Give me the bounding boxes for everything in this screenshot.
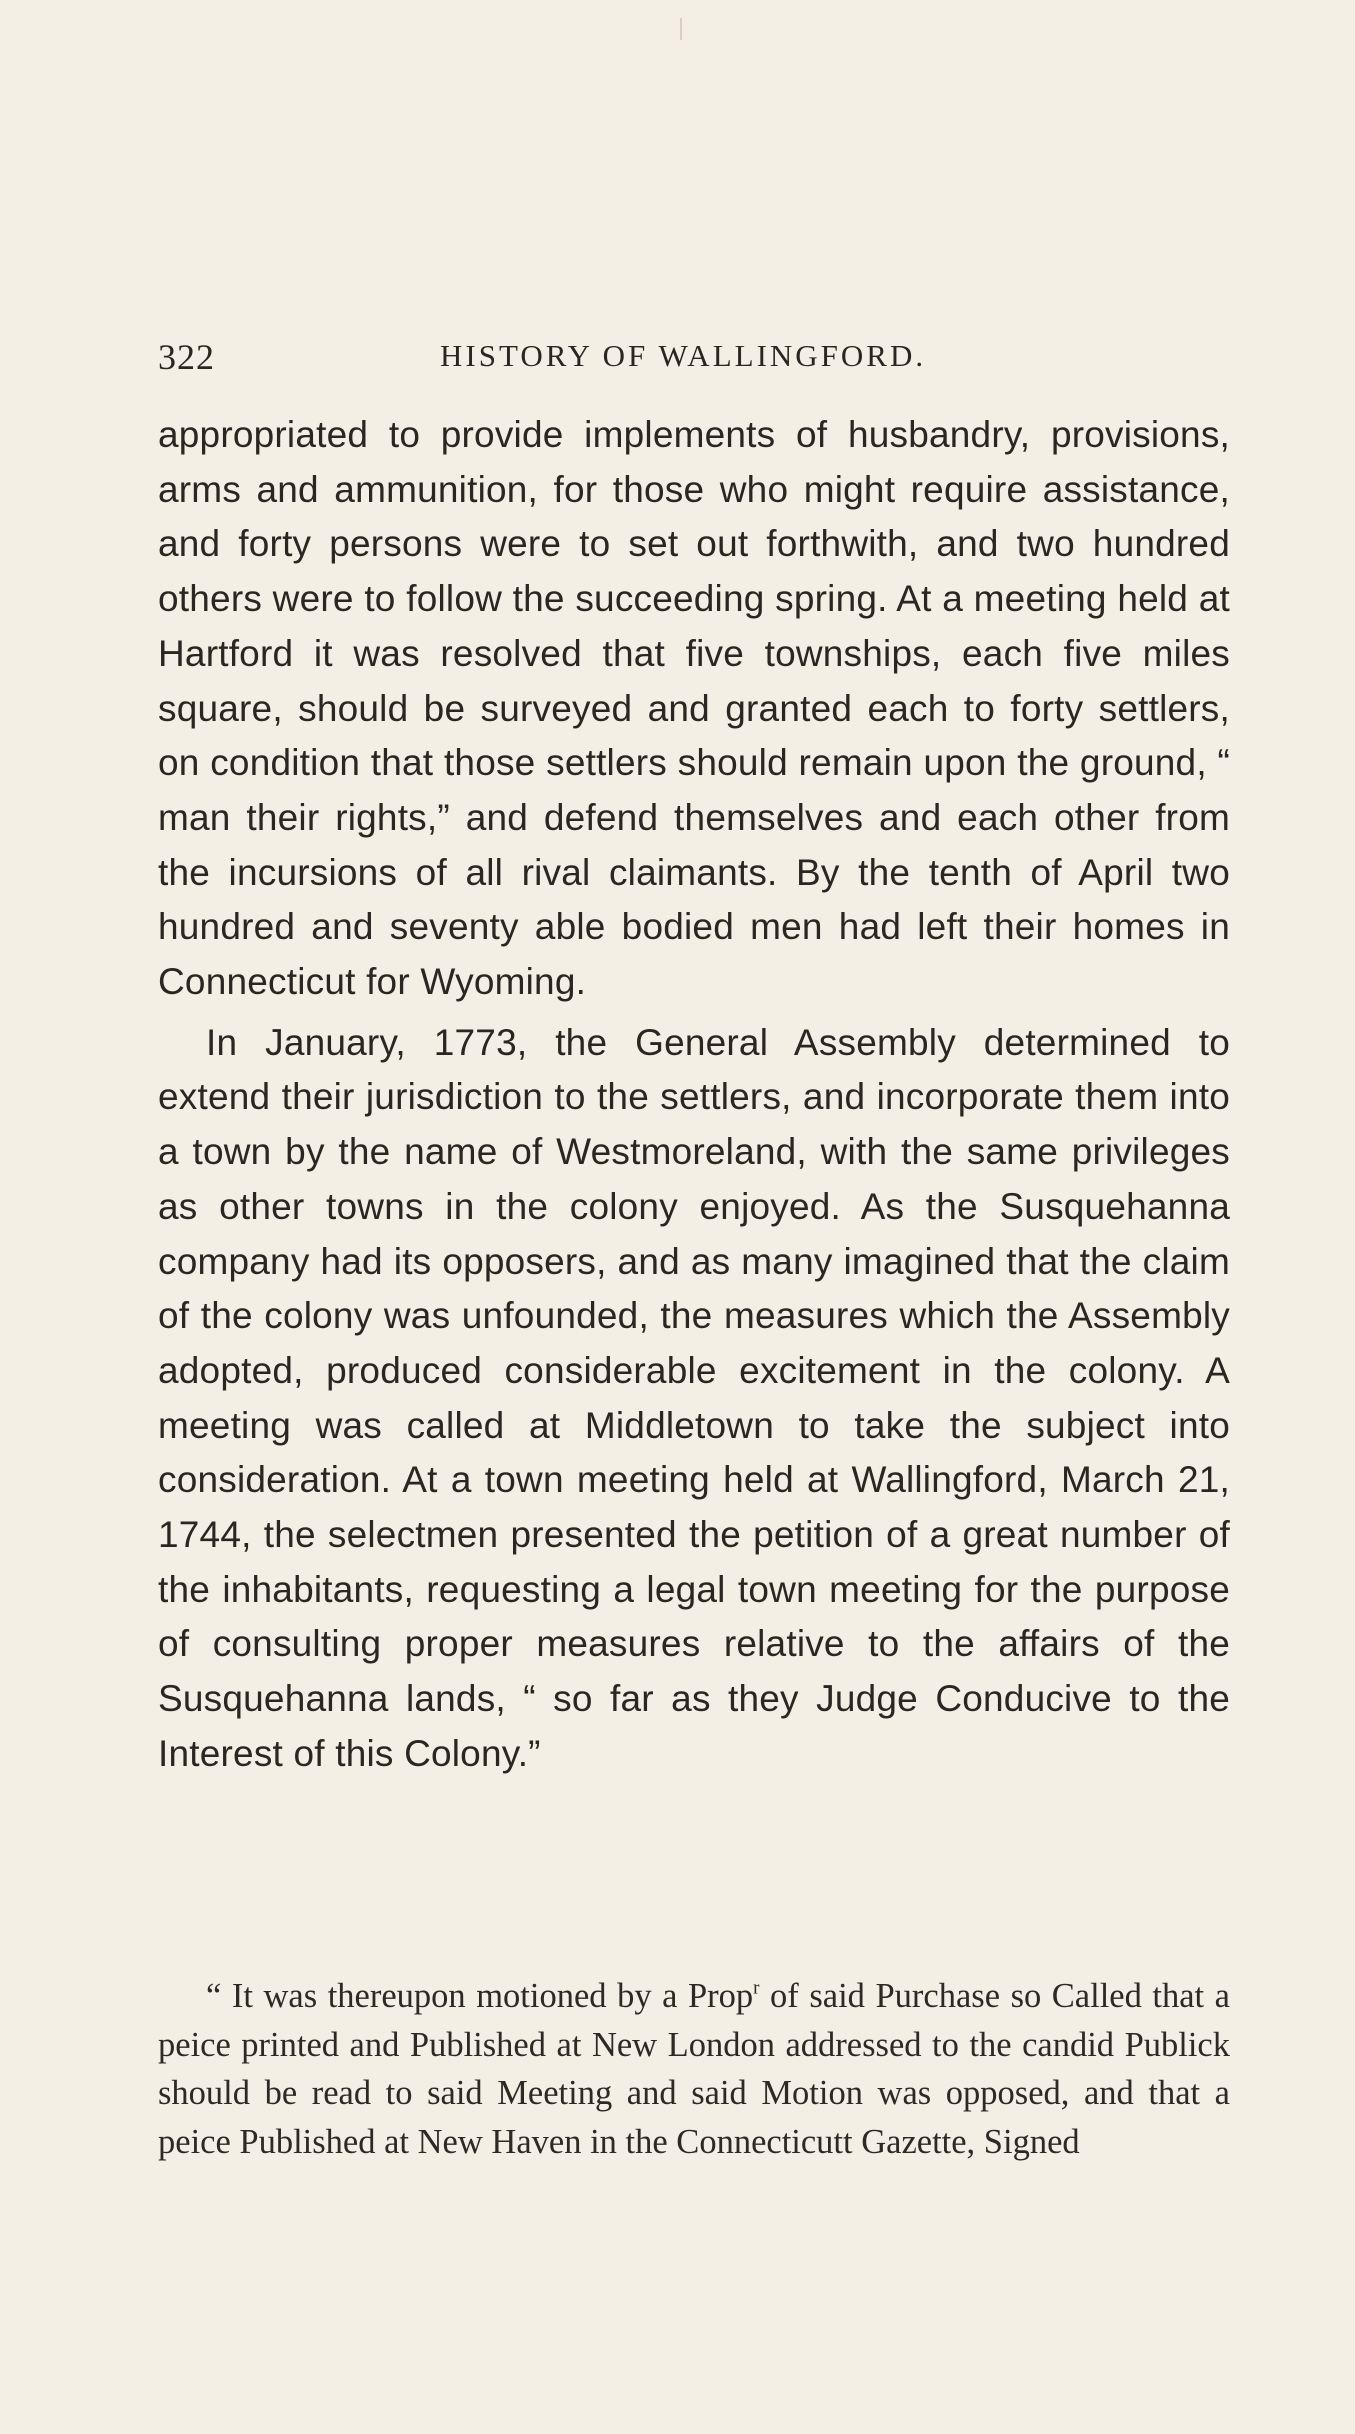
body-text	[158, 408, 1230, 1782]
paragraph-january-1773: In January, 1773, the General Assembly determined to extend their jurisdiction to the settlers, and incorporate them into a town by the name of Westmoreland, with the same privileges as other towns in the colony enjoyed. As the Susquehanna company had its opposers, and as many imagined that the claim of the colony was unfounded, the measures which the Assembly adopted, produced considerable excitement in the colony. A meeting was called at Middletown to take the subject into consideration. At a town meeting held at Wallingford, March 21, 1744, the selectmen presented the petition of a great number of the inhabitants, requesting a legal town meeting for the purpose of consulting proper measures relative to the affairs of the Susquehanna lands, “ so far as they Judge Conducive to the Interest of this Colony.”	[158, 1021, 1230, 1774]
page-header	[158, 336, 1220, 386]
paragraph-continued: appropriated to provide implements of husbandry, provisions, arms and ammunition, for those who might require assistance, and forty persons were to set out forthwith, and two hundred others were to follow the succeeding spring. At a meeting held at Hartford it was resolved that five townships, each five miles square, should be surveyed and granted each to forty settlers, on condition that those settlers should remain upon the ground, “ man their rights,” and defend themselves and each other from the incursions of all rival claimants. By the tenth of April two hundred and seventy able bodied men had left their homes in Connecticut for Wyoming.	[158, 414, 1230, 1003]
quote-text-start: “ It was thereupon motioned by a Prop	[206, 1977, 754, 2015]
quoted-record	[158, 1972, 1230, 2166]
page-number: 322	[158, 337, 215, 377]
running-head: HISTORY OF WALLINGFORD.	[440, 338, 927, 373]
scan-artifact	[680, 18, 682, 40]
quote-text-rest: of said Purchase so Called that a peice printed and Published at New London addressed to the candid Publick should be read to said Meeting and said Motion was opposed, and that a peice Published at New Haven in the Connecticutt Gazette, Signed	[158, 1977, 1230, 2161]
quote-superscript: r	[753, 1977, 760, 1999]
